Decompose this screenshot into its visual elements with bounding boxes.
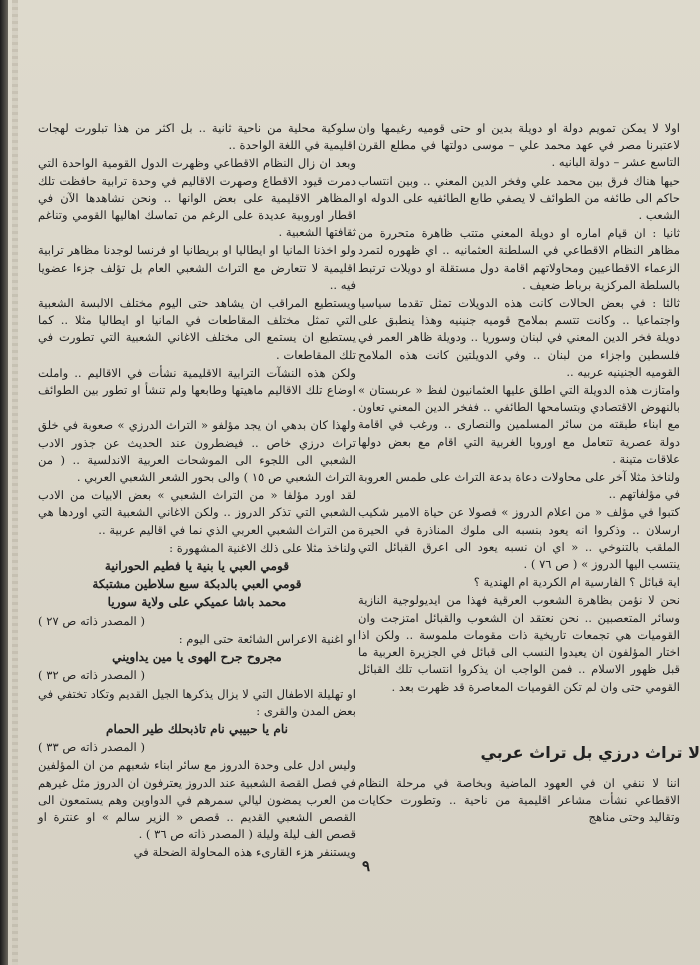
paragraph: كتبوا في مؤلف « من اعلام الدروز » فصولا عن حياة الامير شكيب ارسلان .. وذكروا انه يعود بنسبه الى ملوك المناذرة في الحيرة الملقب بالتنوخي .. « اي ان نسبه يعود الى اعرق القبائل التي ينتسب اليها الدروز » ( ص ٧٦ ) . bbox=[358, 505, 680, 572]
paragraph: ولناخذ مثلا آخر على محاولات دعاة بدعة التراث على طمس العروبة في مؤلفاتهم .. bbox=[358, 470, 680, 502]
paragraph: ثانيا : ان قيام اماره او دويلة المعني متتب ظاهرة متحررة من مظاهر النظام الاقطاعي في السلطنة العثمانيه .. اي ظهوره لتمرد الزعماء الاقطاعيين ومحاولاتهم اقامة دول مستقلة او دويلات ترتبط بالسلطة المركزية برباط ضعيف . bbox=[358, 226, 680, 292]
song-line: قومي العبي يا بنية يا فطيم الحورانية bbox=[104, 559, 290, 574]
paragraph: لقد اورد مؤلفا « من التراث الشعبي » بعض الابيات من الادب الشعبي التي تذكر الدروز .. ولكن الاغاني الشعبية التي اوردها هي من التراث الشعبي العربي الذي نما في اقاليم عربية .. bbox=[38, 488, 356, 537]
paragraph: اننا لا ننفي ان في العهود الماضية وبخاصة في مرحلة النظام الاقطاعي نشأت مشاعر اقليمية من ناحية .. وتطورت حكايات وتقاليد وحتى مناهج bbox=[358, 776, 680, 825]
paragraph: ثالثا : في بعض الحالات كانت هذه الدويلات تمثل تقدما سياسيا واجتماعيا .. وكانت تتسم بملامح قوميه جنينيه وهذا ينطبق على دويلة فخر الدين المعني في لبنان وسوريا .. ودويلة ظاهر العمر في فلسطين واجزاء من لبنان .. وفي الدويلتين كانت هذه الملامح القوميه الجنينيه عربيه .. bbox=[358, 296, 680, 379]
paragraph: او تهليلة الاطفال التي لا يزال يذكرها الجيل القديم وتكاد تختفي في بعض المدن والقرى : bbox=[38, 686, 356, 718]
binding-holes bbox=[12, 0, 18, 965]
song-line: مجروح جرح الهوى يا مين يداويني bbox=[112, 650, 282, 665]
paragraph: ويستنفر هزء القارىء هذه المحاولة الضحلة في bbox=[133, 845, 356, 860]
paragraph: حيها هناك فرق بين محمد علي وفخر الدين المعني .. وبين انتساب حاكم الى طائفه من الطوائف لا يصفي طابع الطائفيه على الدوله او الشعب . bbox=[358, 173, 680, 223]
source-citation: ( المصدر ذاته ص ٣٢ ) bbox=[38, 668, 145, 683]
paragraph: ولكن هذه النشآت الترابية الاقليمية نشأت في الاقاليم .. واملت اوضاع تلك الاقاليم ماهيتها وطابعها ولم تنشأ او تطور بين الطوائف . bbox=[38, 365, 356, 415]
source-citation: ( المصدر ذاته ص ٣٣ ) bbox=[38, 740, 145, 755]
paragraph: ويستطيع المراقب ان يشاهد حتى اليوم مختلف الالبسة الشعبية التي تمثل مختلف المقاطعات في المانيا او ايطاليا مثلا .. كما يستطيع ان يستمع الى مختلف الاغاني الشعبية التي تطورت في تلك المقاطعات . bbox=[38, 296, 356, 362]
paragraph: ولناخذ مثلا على ذلك الاغنية المشهورة : bbox=[169, 540, 356, 555]
section-heading: لا تراث درزي بل تراث عربي bbox=[480, 743, 700, 762]
paragraph: نحن لا نؤمن بظاهرة الشعوب العرقية فهذا من ايديولوجية النازية وسائر المتعصبين .. نحن نعتقد ان الشعوب والقبائل امتزجت وان القوميات هي تجمعات تاريخية ذات مقومات ملموسة .. ولكن اذا اختار المؤلفون ان يعيدوا النسب الى قبائل في الجزيرة العربية ما قبل ظهور الاسلام .. فمن الواجب ان يذكروا انتساب تلك القبائل القومي حتى وان لم تكن القوميات المعاصرة قد ظهرت بعد . bbox=[358, 593, 680, 694]
paragraph: او اغنية الاعراس الشائعة حتى اليوم : bbox=[178, 631, 356, 646]
source-citation: ( المصدر ذاته ص ٢٧ ) bbox=[38, 613, 145, 628]
paragraph: ولو اخذنا المانيا او ايطاليا او بريطانيا او فرنسا لوجدنا مظاهر ترابية اقليمية لا تتعارض مع التراث الشعبي العام بل تؤلف جزءا عضويا فيه .. bbox=[38, 243, 356, 292]
page-number: ٩ bbox=[362, 857, 371, 875]
left-column bbox=[38, 120, 356, 863]
song-line: نام يا حبيبي نام تاذبحلك طير الحمام bbox=[105, 721, 289, 736]
song-line: قومي العبي بالدبكة سبع سلاطين مشتبكة bbox=[92, 577, 302, 592]
song-line: محمد باشا عميكي على ولاية سوريا bbox=[107, 595, 287, 610]
paragraph: وبعد ان زال النظام الاقطاعي وظهرت الدول القومية الواحدة التي دمرت قيود الاقطاع وصهرت الاقاليم في وحدة ترابية حافظت تلك المظاهر الاقليمية على بعض الوانها .. ونحن نشاهدها الآن في اقطار اوروبية عديدة على الرغم من تماسك اهاليها القومي وتناغم ثقافتها الشعبية . bbox=[38, 156, 356, 240]
paragraph: وامتازت هذه الدويلة التي اطلق عليها العثمانيون لفظ « عربستان » بالنهوض الاقتصادي وبتسامحها الطائفي .. ففخر الدين المعني تعاون مع ابناء طبقته من سائر المسلمين والنصارى .. ورغب في اقامة دولة عصرية تتعامل مع اوروبا الغربية التي اقام مع بعض دولها علاقات متينة . bbox=[358, 383, 680, 466]
paragraph: اولا لا يمكن تمويم دولة او دويلة بدين او حتى قوميه رغيمها وان لاعتبرنا مصر في عهد محمد علي – موسى دولتها في مطلع القرن التاسع عشر – دولة البانيه . bbox=[358, 121, 680, 170]
page-edge-shadow bbox=[0, 0, 8, 965]
right-column bbox=[358, 120, 680, 697]
paragraph: ولهذا كان بدهي ان يجد مؤلفو « التراث الدرزي » صعوبة في خلق تراث درزي خاص .. فيضطرون عند الحديث عن جذور الادب الشعبي الى اللجوء الى الموشحات العربية الاندلسية .. ( من التراث الشعبي ص ١٥ ) والى بحور الشعر الشعبي العربي . bbox=[38, 418, 356, 485]
paragraph: اية قبائل ؟ الفارسية ام الكردية ام الهندية ؟ bbox=[473, 575, 680, 590]
paragraph: وليس ادل على وحدة الدروز مع سائر ابناء شعبهم من ان المؤلفين في فصل القصة الشعبية عند الدروز يعترفون ان الدروز مثل غيرهم من العرب يمضون ليالي سمرهم في الدواوين وهم يستمعون الى القصص الشعبي القديم .. قصص « الزير سالم » او عنترة او قصص الف ليلة وليلة ( المصدر ذاته ص ٣٦ ) . bbox=[38, 758, 356, 842]
right-column-continued bbox=[358, 775, 680, 828]
paragraph: سلوكية محلية من ناحية ثانية .. بل اكثر من هذا تبلورت لهجات اقليمية في اللغة الواحدة .. bbox=[38, 121, 356, 153]
